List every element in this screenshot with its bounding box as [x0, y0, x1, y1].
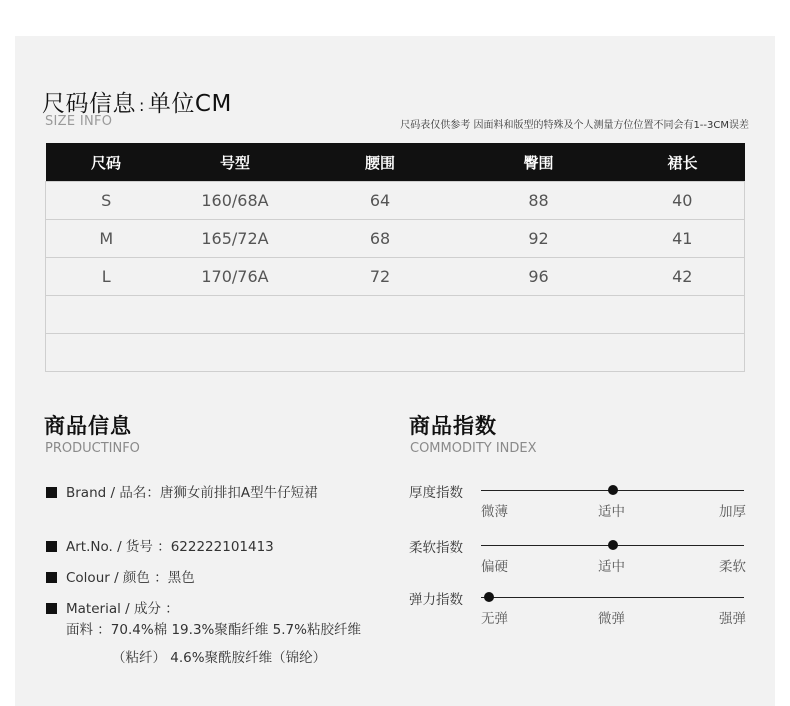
material-fabric-line-continued: （粘纤） 4.6%聚酰胺纤维（锦纶）: [112, 650, 327, 666]
colour-text: Colour / 颜色 ：黑色: [66, 570, 195, 586]
table-cell: [167, 296, 304, 334]
art-no-text: Art.No. / 货号 ：622222101413: [66, 539, 274, 555]
commodity-index-title: 商品指数: [409, 414, 497, 438]
colour-line: [46, 566, 195, 586]
table-cell: [457, 296, 621, 334]
bullet-square-icon: [46, 603, 57, 614]
commodity-index-subtitle: COMMODITY INDEX: [410, 441, 537, 456]
table-cell: M: [46, 220, 167, 258]
index-tick-label: 微薄: [481, 504, 508, 520]
index-tick-label: 强弹: [719, 611, 746, 627]
brand-line: [46, 481, 318, 501]
column-header: 尺码: [46, 143, 167, 182]
table-row: [46, 258, 745, 296]
index-level-marker: [484, 592, 494, 602]
size-title-colon: :: [139, 96, 145, 115]
index-tick-label: 加厚: [719, 504, 746, 520]
table-cell: [621, 334, 745, 372]
size-title-unit: 单位CM: [147, 91, 232, 117]
table-cell: [304, 334, 457, 372]
index-level-marker: [608, 485, 618, 495]
material-fabric-line: 面料 ：70.4%棉 19.3%聚酯纤维 5.7%粘胶纤维: [66, 622, 361, 638]
index-tick-label: 适中: [598, 504, 625, 520]
table-cell: 92: [457, 220, 621, 258]
table-cell: [457, 334, 621, 372]
art-no-line: [46, 535, 274, 555]
index-label: 柔软指数: [409, 540, 463, 556]
bullet-square-icon: [46, 487, 57, 498]
table-row: [46, 296, 745, 334]
material-line: [46, 597, 179, 617]
table-row: [46, 182, 745, 220]
column-header: 裙长: [621, 143, 745, 182]
index-tick-label: 无弹: [481, 611, 508, 627]
table-row: [46, 220, 745, 258]
table-cell: 68: [304, 220, 457, 258]
bullet-square-icon: [46, 572, 57, 583]
table-cell: 88: [457, 182, 621, 220]
index-label: 厚度指数: [409, 485, 463, 501]
table-cell: 165/72A: [167, 220, 304, 258]
index-tick-label: 柔软: [719, 559, 746, 575]
index-tick-label: 微弹: [598, 611, 625, 627]
size-section-subtitle: SIZE INFO: [45, 114, 113, 129]
table-cell: [621, 296, 745, 334]
table-cell: 96: [457, 258, 621, 296]
index-tick-label: 偏硬: [481, 559, 508, 575]
bullet-square-icon: [46, 541, 57, 552]
table-cell: 64: [304, 182, 457, 220]
column-header: 臀围: [457, 143, 621, 182]
table-cell: 42: [621, 258, 745, 296]
index-scale-line: [481, 597, 744, 598]
column-header: 腰围: [304, 143, 457, 182]
size-title-main: 尺码信息: [42, 91, 136, 117]
table-cell: 170/76A: [167, 258, 304, 296]
table-cell: 41: [621, 220, 745, 258]
size-table: [45, 143, 745, 372]
table-cell: [304, 296, 457, 334]
table-cell: [46, 334, 167, 372]
table-cell: 40: [621, 182, 745, 220]
table-cell: [167, 334, 304, 372]
column-header: 号型: [167, 143, 304, 182]
index-level-marker: [608, 540, 618, 550]
table-row: [46, 334, 745, 372]
index-label: 弹力指数: [409, 592, 463, 608]
material-text: Material / 成分 ：: [66, 601, 179, 617]
brand-text: Brand / 品名：唐狮女前排扣A型牛仔短裙: [66, 485, 318, 501]
table-cell: [46, 296, 167, 334]
table-cell: 72: [304, 258, 457, 296]
table-cell: S: [46, 182, 167, 220]
size-disclaimer-note: 尺码表仅供参考 因面料和版型的特殊及个人测量方位位置不同会有1--3CM误差: [400, 120, 749, 131]
index-tick-label: 适中: [598, 559, 625, 575]
product-info-title: 商品信息: [44, 414, 132, 438]
table-cell: 160/68A: [167, 182, 304, 220]
table-cell: L: [46, 258, 167, 296]
size-table-header-row: [46, 143, 745, 182]
product-info-subtitle: PRODUCTINFO: [45, 441, 140, 456]
